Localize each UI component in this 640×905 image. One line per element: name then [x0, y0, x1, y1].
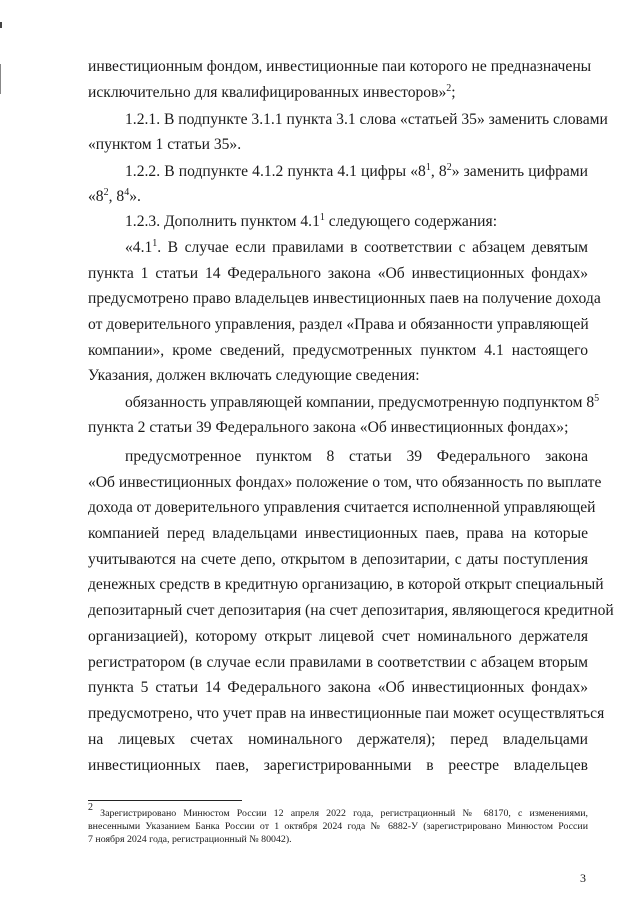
superscript: 4	[124, 187, 130, 198]
text-fragment: исключительно для квалифицированных инвесторов»	[88, 84, 447, 101]
footnote-separator	[88, 800, 242, 801]
text-line: компании», кроме сведений, предусмотренных пунктом 4.1 настоящего	[88, 342, 588, 359]
text-line	[125, 213, 625, 231]
footnote-line: внесенными Указанием Банка России от 1 октября 2024 года № 6882-У (зарегистрировано Минюстом России	[88, 821, 588, 832]
text-line: денежных средств в кредитную организацию, в которой открыт специальный	[88, 576, 604, 593]
superscript: 2	[446, 162, 452, 173]
footnote-ref: 2	[446, 83, 452, 94]
text-fragment: , 8	[430, 163, 447, 180]
text-line: «Об инвестиционных фондах» положение о том, что обязанность по выплате	[88, 474, 602, 491]
text-fragment: ».	[129, 188, 141, 205]
text-line: дохода от доверительного управления считается исполненной управляющей	[88, 499, 596, 516]
text-fragment: Зарегистрировано Минюстом России 12 апреля 2022 года, регистрационный № 68170, с изменениями,	[100, 808, 588, 819]
text-line	[88, 84, 588, 102]
text-line: пункта 5 статьи 14 Федерального закона «Об инвестиционных фондах»	[88, 679, 588, 696]
footnote-line	[88, 802, 588, 820]
text-fragment: . В случае если правилами в соответствии с абзацем девятым	[157, 239, 588, 256]
text-line: предусмотрено право владельцев инвестиционных паев на получение дохода	[88, 290, 601, 307]
text-line: пункта 2 статьи 39 Федерального закона «Об инвестиционных фондах»;	[88, 419, 569, 436]
text-line: компанией перед владельцами инвестиционных паев, права на которые	[88, 525, 588, 542]
superscript: 1	[319, 212, 325, 223]
text-line: депозитарный счет депозитария (на счет депозитария, являющегося кредитной	[88, 602, 614, 619]
text-fragment: 1.2.2. В подпункте 4.1.2 пункта 4.1 цифры «8	[125, 163, 426, 180]
superscript: 5	[594, 393, 600, 404]
text-fragment: ;	[451, 84, 456, 101]
text-line	[125, 394, 625, 412]
text-line: предусмотрено, что учет прав на инвестиционные паи может осуществляться	[88, 705, 605, 722]
text-line: инвестиционным фондом, инвестиционные паи которого не предназначены	[88, 58, 592, 75]
text-fragment: , 8	[108, 188, 125, 205]
text-line: на лицевых счетах номинального держателя); перед владельцами	[88, 731, 588, 748]
text-fragment: 1.2.3. Дополнить пунктом 4.1	[125, 213, 320, 230]
superscript: 1	[152, 238, 158, 249]
text-line: 1.2.1. В подпункте 3.1.1 пункта 3.1 слова «статьей 35» заменить словами	[125, 111, 608, 128]
text-line	[88, 188, 588, 206]
scan-edge-mark	[0, 22, 2, 28]
text-fragment: «8	[88, 188, 104, 205]
text-line: учитываются на счете депо, открытом в депозитарии, с даты поступления	[88, 551, 588, 568]
text-fragment: следующего содержания:	[324, 213, 498, 230]
text-line	[125, 239, 588, 257]
scan-edge-mark	[0, 64, 1, 94]
text-line: организацией), которому открыт лицевой счет номинального держателя	[88, 628, 588, 645]
superscript: 1	[425, 162, 431, 173]
text-line: регистратором (в случае если правилами в соответствии с абзацем вторым	[88, 654, 588, 671]
text-line	[125, 163, 588, 181]
text-line: предусмотренное пунктом 8 статьи 39 Федерального закона	[125, 448, 588, 465]
text-line: «пунктом 1 статьи 35».	[88, 136, 242, 153]
footnote-mark: 2	[88, 802, 93, 813]
text-fragment: обязанность управляющей компании, предусмотренную подпунктом 8	[125, 394, 595, 411]
text-fragment: «4.1	[125, 239, 153, 256]
text-line: инвестиционных паев, зарегистрированными в реестре владельцев	[88, 757, 588, 774]
text-fragment: » заменить цифрами	[451, 163, 589, 180]
footnote-line: 7 ноября 2024 года, регистрационный № 80042).	[88, 834, 292, 845]
text-line: Указания, должен включать следующие сведения:	[88, 367, 420, 384]
page-number: 3	[580, 871, 586, 885]
text-line: от доверительного управления, раздел «Права и обязанности управляющей	[88, 316, 589, 333]
text-line: пункта 1 статьи 14 Федерального закона «Об инвестиционных фондах»	[88, 265, 588, 282]
superscript: 2	[103, 187, 109, 198]
